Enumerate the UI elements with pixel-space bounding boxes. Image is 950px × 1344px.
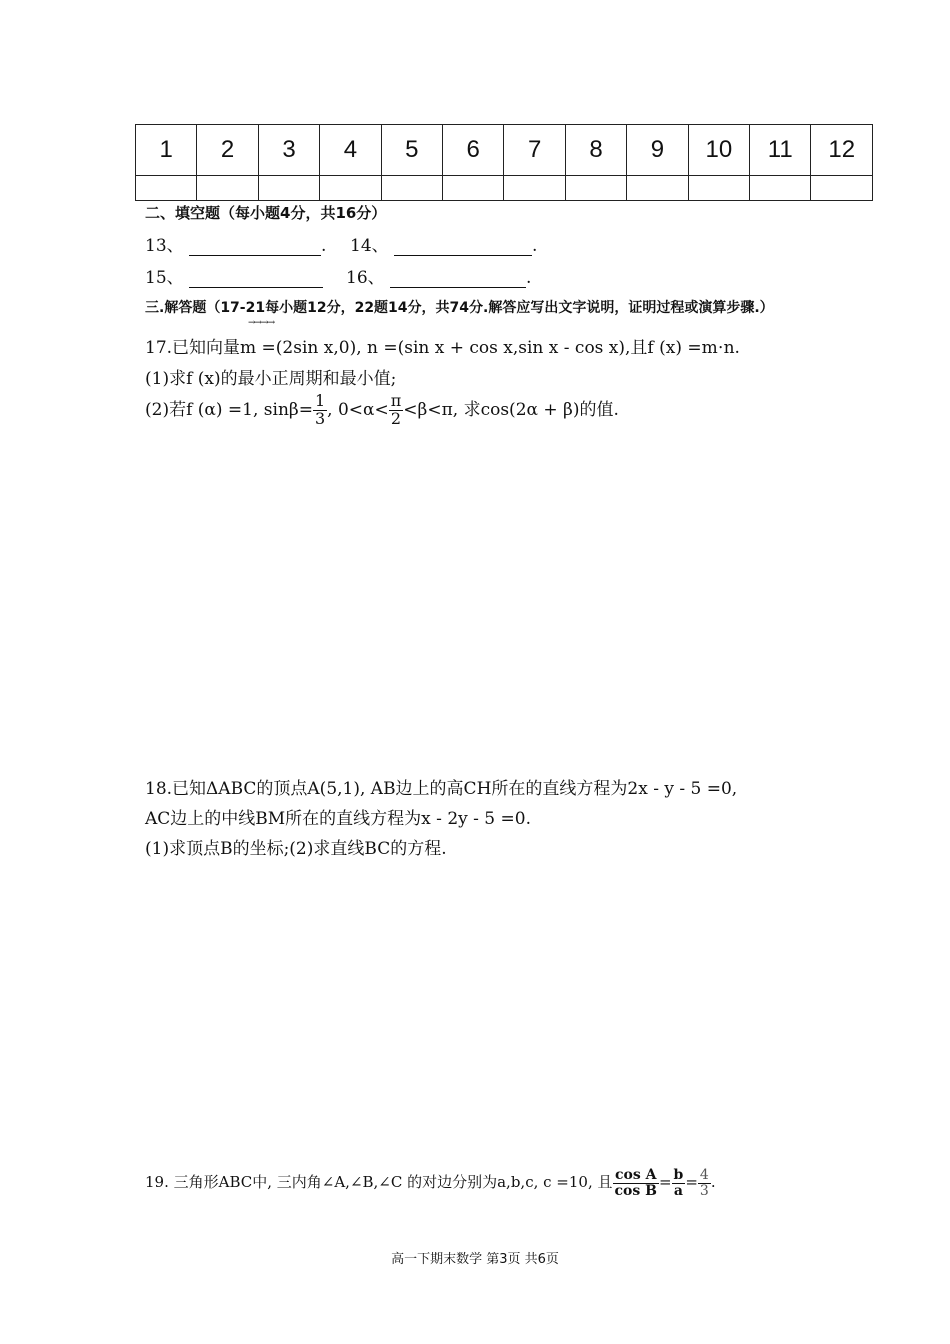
answer-cell[interactable] bbox=[381, 176, 442, 201]
q13-label: 13、 bbox=[145, 236, 184, 256]
q19-line bbox=[145, 1168, 716, 1198]
fraction-b-over-a bbox=[672, 1168, 686, 1198]
q19-equals: = bbox=[658, 1173, 672, 1192]
q18-line2: AC边上的中线BM所在的直线方程为x - 2y - 5 =0. bbox=[145, 809, 531, 829]
answer-table-header-cell: 6 bbox=[443, 125, 504, 176]
q13-dot: . bbox=[321, 236, 327, 256]
q17-part2-middle: , 0<α< bbox=[327, 399, 389, 420]
q18-line1: 18.已知ΔABC的顶点A(5,1), AB边上的高CH所在的直线方程为2x - y - 5 =0, bbox=[145, 779, 738, 799]
section2-heading: 二、填空题（每小题4分，共16分） bbox=[145, 204, 387, 222]
fraction-numerator: 4 bbox=[699, 1167, 709, 1183]
q18-line3: (1)求顶点B的坐标;(2)求直线BC的方程. bbox=[145, 839, 447, 859]
q17-part2-suffix: <β<π, 求cos(2α + β)的值. bbox=[403, 399, 619, 420]
answer-table-header-cell: 10 bbox=[688, 125, 749, 176]
answer-cell[interactable] bbox=[811, 176, 873, 201]
answer-table bbox=[135, 124, 873, 201]
answer-table-header-cell: 11 bbox=[750, 125, 811, 176]
answer-table-header-cell: 1 bbox=[136, 125, 197, 176]
section3-heading: 三.解答题（17-21每小题12分，22题14分，共74分.解答应写出文字说明，证明过程或演算步骤.） bbox=[145, 300, 774, 316]
answer-cell[interactable] bbox=[258, 176, 319, 201]
answer-cell[interactable] bbox=[565, 176, 626, 201]
q17-line3 bbox=[145, 393, 619, 428]
q13-answer-blank[interactable] bbox=[189, 239, 321, 256]
answer-table-header-cell: 4 bbox=[320, 125, 381, 176]
answer-cell[interactable] bbox=[750, 176, 811, 201]
q14-line bbox=[350, 231, 537, 256]
answer-cell[interactable] bbox=[443, 176, 504, 201]
fraction-denominator: 3 bbox=[314, 408, 326, 428]
q17-line2: (1)求f (x)的最小正周期和最小值; bbox=[145, 369, 397, 389]
fraction-numerator: π bbox=[390, 391, 402, 410]
q13-line bbox=[145, 231, 326, 256]
fraction-cosA-over-cosB bbox=[613, 1168, 659, 1198]
fraction-denominator: 2 bbox=[390, 408, 402, 428]
q19-equals: = bbox=[685, 1173, 698, 1192]
q17-part2-prefix: (2)若f (α) =1, sinβ= bbox=[145, 399, 313, 420]
fraction-numerator: cos A bbox=[613, 1168, 659, 1184]
q16-line bbox=[346, 263, 531, 288]
answer-table-blank-row bbox=[136, 176, 873, 201]
answer-table-header-cell: 9 bbox=[627, 125, 688, 176]
fraction-denominator: a bbox=[673, 1182, 683, 1199]
answer-table-header-cell: 2 bbox=[197, 125, 258, 176]
fraction-one-third bbox=[313, 393, 327, 428]
fraction-four-thirds bbox=[698, 1168, 711, 1198]
answer-table-header-cell: 12 bbox=[811, 125, 873, 176]
q14-answer-blank[interactable] bbox=[394, 239, 532, 256]
q16-dot: . bbox=[526, 268, 532, 288]
page-footer: 高一下期末数学 第3页 共6页 bbox=[391, 1252, 559, 1267]
answer-cell[interactable] bbox=[320, 176, 381, 201]
q14-label: 14、 bbox=[350, 236, 389, 256]
q17-line1: 17.已知向量m =(2sin x,0), n =(sin x + cos x,sin x - cos x),且f (x) =m⋅n. bbox=[145, 338, 740, 358]
answer-table-number-row bbox=[136, 125, 873, 176]
answer-table-header-cell: 7 bbox=[504, 125, 565, 176]
q16-label: 16、 bbox=[346, 268, 385, 288]
answer-cell[interactable] bbox=[627, 176, 688, 201]
answer-table-header-cell: 8 bbox=[565, 125, 626, 176]
answer-table-header-cell: 5 bbox=[381, 125, 442, 176]
q15-line bbox=[145, 263, 323, 288]
answer-cell[interactable] bbox=[504, 176, 565, 201]
q16-answer-blank[interactable] bbox=[390, 271, 526, 288]
answer-cell[interactable] bbox=[136, 176, 197, 201]
answer-cell[interactable] bbox=[197, 176, 258, 201]
fraction-numerator: b bbox=[673, 1167, 684, 1183]
q19-period: . bbox=[710, 1173, 716, 1192]
q19-text: 19. 三角形ABC中, 三内角∠A,∠B,∠C 的对边分别为a,b,c, c =10, 且 bbox=[145, 1173, 613, 1192]
q15-answer-blank[interactable] bbox=[189, 271, 323, 288]
answer-table-header-cell: 3 bbox=[258, 125, 319, 176]
q14-dot: . bbox=[532, 236, 538, 256]
fraction-denominator: 3 bbox=[699, 1182, 709, 1199]
answer-cell[interactable] bbox=[688, 176, 749, 201]
q15-label: 15、 bbox=[145, 268, 184, 288]
fraction-denominator: cos B bbox=[614, 1182, 657, 1199]
fraction-pi-over-two bbox=[389, 393, 404, 428]
fraction-numerator: 1 bbox=[314, 391, 326, 410]
vector-arrows: →→→→ bbox=[248, 318, 275, 328]
